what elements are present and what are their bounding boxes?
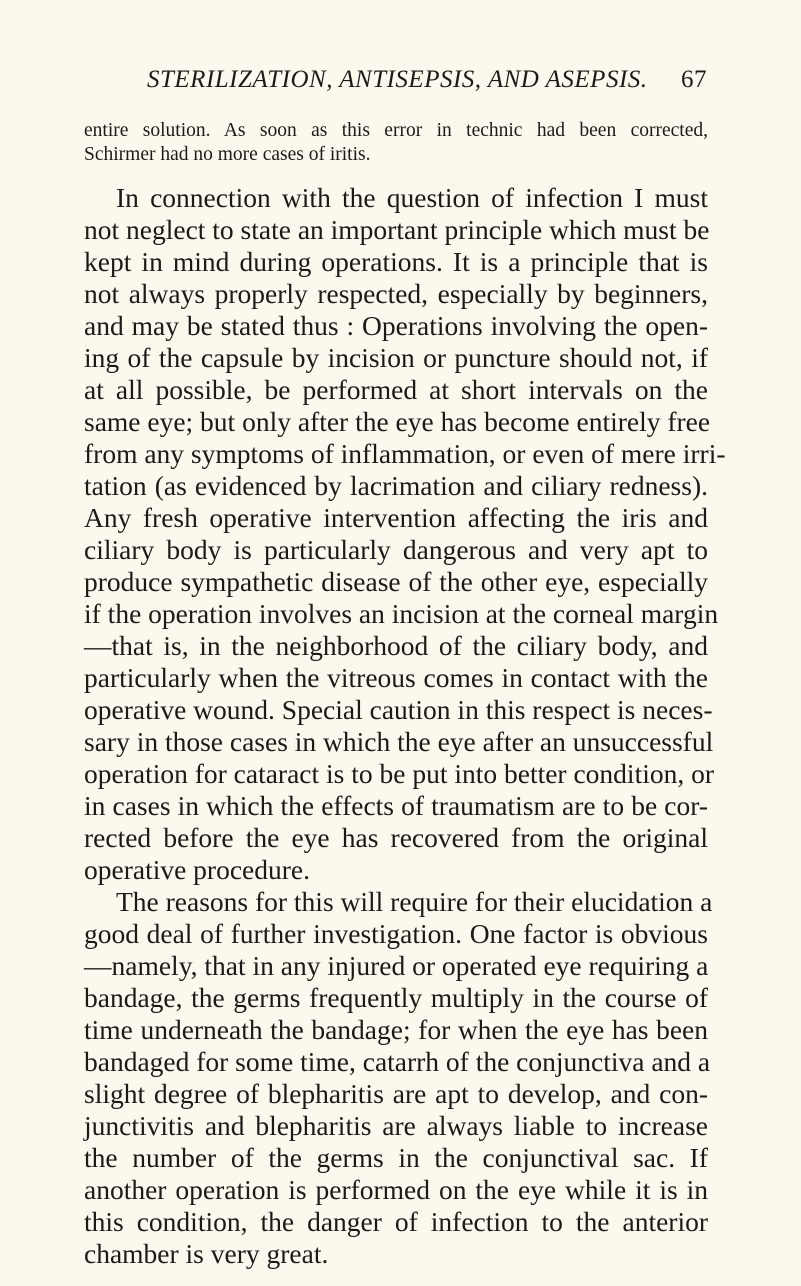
text-line: kept in mind during operations. It is a principle that is <box>84 246 708 277</box>
text-line: if the operation involves an incision at the corneal margin <box>84 598 719 629</box>
text-line: and may be stated thus : Operations involving the open- <box>84 310 708 341</box>
text-line: in cases in which the effects of traumatism are to be cor- <box>84 790 708 821</box>
text-line: —namely, that in any injured or operated eye requiring a <box>84 950 709 981</box>
text-line: chamber is very great. <box>84 1238 329 1269</box>
text-line: —that is, in the neighborhood of the ciliary body, and <box>84 630 708 661</box>
text-line: Any fresh operative intervention affecting the iris and <box>84 502 708 533</box>
text-line: particularly when the vitreous comes in contact with the <box>84 662 708 693</box>
text-line: this condition, the danger of infection to the anterior <box>84 1206 708 1237</box>
text-line: not neglect to state an important principle which must be <box>84 214 710 245</box>
text-line: The reasons for this will require for their elucidation a <box>116 886 713 917</box>
text-line: junctivitis and blepharitis are always liable to increase <box>84 1110 708 1141</box>
text-line: time underneath the bandage; for when the eye has been <box>84 1014 708 1045</box>
text-line: Schirmer had no more cases of iritis. <box>84 144 371 165</box>
text-line: rected before the eye has recovered from the original <box>84 822 708 853</box>
text-line: same eye; but only after the eye has become entirely free <box>84 406 711 437</box>
text-line: from any symptoms of inflammation, or even of mere irri- <box>84 438 726 469</box>
text-line: good deal of further investigation. One factor is obvious <box>84 918 708 949</box>
text-line: sary in those cases in which the eye after an unsuccessful <box>84 726 714 757</box>
text-line: at all possible, be performed at short intervals on the <box>84 374 708 405</box>
text-line: operation for cataract is to be put into better condition, or <box>84 758 715 789</box>
text-line: entire solution. As soon as this error in technic had been corrected, <box>84 120 708 141</box>
running-header <box>147 66 707 106</box>
text-line: ciliary body is particularly dangerous and very apt to <box>84 534 708 565</box>
running-title: STERILIZATION, ANTISEPSIS, AND ASEPSIS. <box>147 66 648 93</box>
text-line: In connection with the question of infection I must <box>116 182 708 213</box>
text-line: the number of the germs in the conjunctival sac. If <box>84 1142 708 1173</box>
text-line: slight degree of blepharitis are apt to develop, and con- <box>84 1078 708 1109</box>
text-line: bandaged for some time, catarrh of the conjunctiva and a <box>84 1046 711 1077</box>
text-line: another operation is performed on the eye while it is in <box>84 1174 708 1205</box>
text-line: bandage, the germs frequently multiply in the course of <box>84 982 708 1013</box>
text-line: ing of the capsule by incision or puncture should not, if <box>84 342 708 373</box>
text-line: operative wound. Special caution in this respect is neces- <box>84 694 713 725</box>
text-line: produce sympathetic disease of the other eye, especially <box>84 566 708 597</box>
text-line: operative procedure. <box>84 854 310 885</box>
text-line: not always properly respected, especially by beginners, <box>84 278 708 309</box>
text-line: tation (as evidenced by lacrimation and ciliary redness). <box>84 470 708 501</box>
page-number: 67 <box>681 66 707 93</box>
